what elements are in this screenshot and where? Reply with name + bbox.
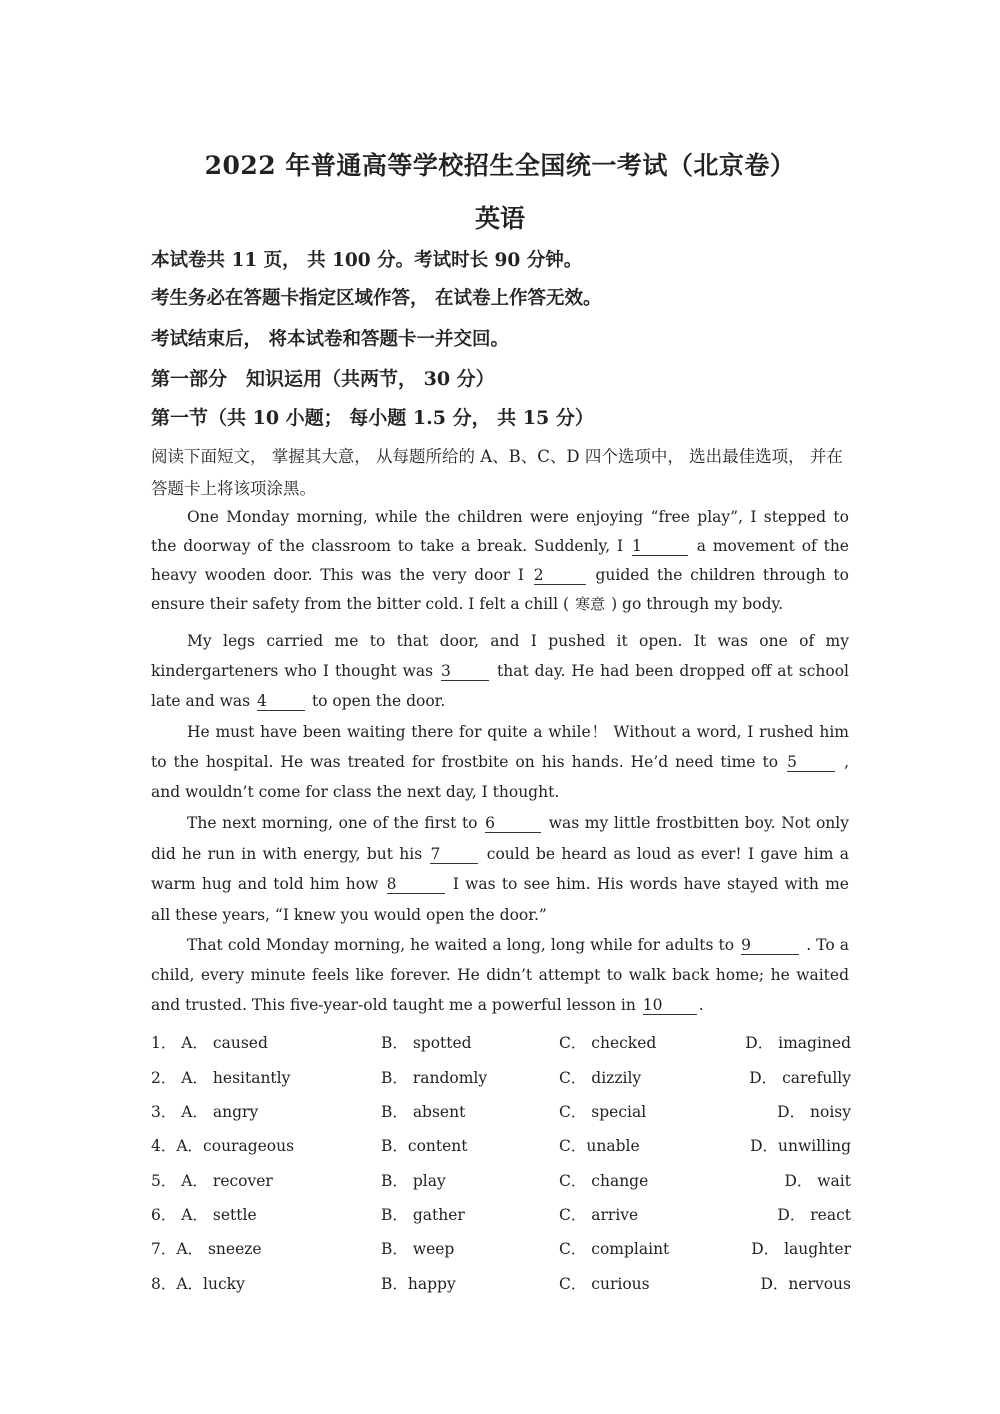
option-a: 2． A． hesitantly: [151, 1069, 291, 1087]
option-b: B．content: [381, 1137, 468, 1155]
option-a: 4．A．courageous: [151, 1137, 295, 1155]
option-b: B． randomly: [381, 1069, 488, 1087]
question-options-5: [151, 1169, 851, 1193]
directions: 阅读下面短文， 掌握其大意， 从每题所给的 A、B、C、D 四个选项中， 选出最佳选项， 并在答题卡上将该项涂黑。: [151, 447, 843, 498]
passage-paragraph-2: [151, 626, 849, 716]
blank-7: 7: [430, 846, 478, 864]
option-b: B． absent: [381, 1103, 466, 1121]
question-options-6: [151, 1203, 851, 1227]
option-a: 7．A． sneeze: [151, 1240, 262, 1258]
passage-text: could be heard as loud as ever! I gave him a warm hug and told him how: [151, 844, 849, 893]
notice-answer-area: 考生务必在答题卡指定区域作答， 在试卷上作答无效。: [151, 288, 602, 309]
passage-text: One Monday morning, while the children were enjoying “free play”, I stepped to the doorway of the classroom to take a break. Suddenly, I: [151, 508, 849, 555]
blank-8: 8: [387, 876, 445, 894]
option-a: 8．A．lucky: [151, 1275, 245, 1293]
part-heading: 第一部分 知识运用（共两节， 30 分）: [151, 368, 495, 390]
section-heading: 第一节（共 10 小题； 每小题 1.5 分， 共 15 分）: [151, 407, 594, 429]
blank-2: 2: [534, 567, 586, 585]
chinese-gloss: 寒意: [575, 595, 606, 613]
question-options-2: [151, 1066, 851, 1090]
blank-10: 10: [643, 997, 697, 1015]
option-c: C． change: [559, 1172, 649, 1190]
blank-3: 3: [441, 663, 489, 681]
option-d: D． laughter: [751, 1240, 851, 1258]
passage-text: ) go through my body.: [611, 595, 784, 613]
passage-paragraph-3: [151, 717, 849, 807]
question-options-8: [151, 1272, 851, 1296]
blank-1: 1: [632, 538, 688, 556]
option-c: C． dizzily: [559, 1069, 642, 1087]
exam-title: 2022 年普通高等学校招生全国统一考试（北京卷）: [204, 151, 796, 180]
question-options-4: [151, 1134, 851, 1158]
option-c: C． arrive: [559, 1206, 639, 1224]
option-d: D． wait: [784, 1172, 851, 1190]
option-a: 5． A． recover: [151, 1172, 273, 1190]
passage-text: . To a child, every minute feels like forever. He didn’t attempt to walk back home; he waited and trusted. This five-year-old taught me a powerful lesson in: [151, 936, 849, 1014]
blank-5: 5: [787, 754, 835, 772]
option-c: C． special: [559, 1103, 647, 1121]
passage-text: to open the door.: [311, 692, 446, 710]
passage-text: , and wouldn’t come for class the next day, I thought.: [151, 753, 850, 801]
option-b: B． play: [381, 1172, 446, 1190]
option-a: 3． A． angry: [151, 1103, 259, 1121]
option-b: B．happy: [381, 1275, 456, 1293]
exam-subject: 英语: [474, 204, 525, 233]
passage-text: was my little frostbitten boy. Not only did he run in with energy, but his: [151, 814, 849, 863]
passage-text: I was to see him. His words have stayed with me all these years, “I knew you would open the door.”: [151, 875, 849, 924]
passage-text: He must have been waiting there for quite a while！ Without a word, I rushed him to the hospital. He was treated for frostbite on his hands. He’d need time to: [151, 723, 849, 771]
option-c: C． curious: [559, 1275, 650, 1293]
passage-text: That cold Monday morning, he waited a long, long while for adults to: [187, 936, 735, 954]
passage-text: .: [698, 996, 704, 1014]
option-c: C．unable: [559, 1137, 640, 1155]
option-c: C． checked: [559, 1034, 657, 1052]
option-a: 1． A． caused: [151, 1034, 268, 1052]
passage-paragraph-1: [151, 503, 849, 619]
question-options-7: [151, 1237, 851, 1261]
passage-paragraph-4: [151, 808, 849, 930]
passage-text: a movement of the heavy wooden door. This was the very door I: [151, 537, 849, 584]
passage-text: The next morning, one of the first to: [187, 814, 478, 832]
option-d: D．unwilling: [750, 1137, 851, 1155]
blank-4: 4: [257, 693, 305, 711]
notice-pages-time: 本试卷共 11 页， 共 100 分。考试时长 90 分钟。: [151, 250, 583, 271]
option-d: D． react: [777, 1206, 851, 1224]
question-options-1: [151, 1031, 851, 1055]
passage-paragraph-5: [151, 930, 849, 1020]
blank-9: 9: [741, 937, 799, 955]
passage-text: My legs carried me to that door, and I pushed it open. It was one of my kindergarteners who I thought was: [151, 632, 849, 680]
option-b: B． weep: [381, 1240, 455, 1258]
option-c: C． complaint: [559, 1240, 670, 1258]
passage-text: guided the children through to ensure their safety from the bitter cold. I felt a chill (: [151, 566, 849, 613]
option-d: D． noisy: [777, 1103, 851, 1121]
notice-submit: 考试结束后， 将本试卷和答题卡一并交回。: [151, 329, 509, 350]
option-d: D．nervous: [760, 1275, 851, 1293]
question-options-3: [151, 1100, 851, 1124]
option-b: B． spotted: [381, 1034, 472, 1052]
option-d: D． carefully: [749, 1069, 851, 1087]
option-b: B． gather: [381, 1206, 465, 1224]
blank-6: 6: [485, 815, 541, 833]
option-d: D． imagined: [745, 1034, 851, 1052]
passage-text: that day. He had been dropped off at school late and was: [151, 662, 849, 710]
option-a: 6． A． settle: [151, 1206, 257, 1224]
